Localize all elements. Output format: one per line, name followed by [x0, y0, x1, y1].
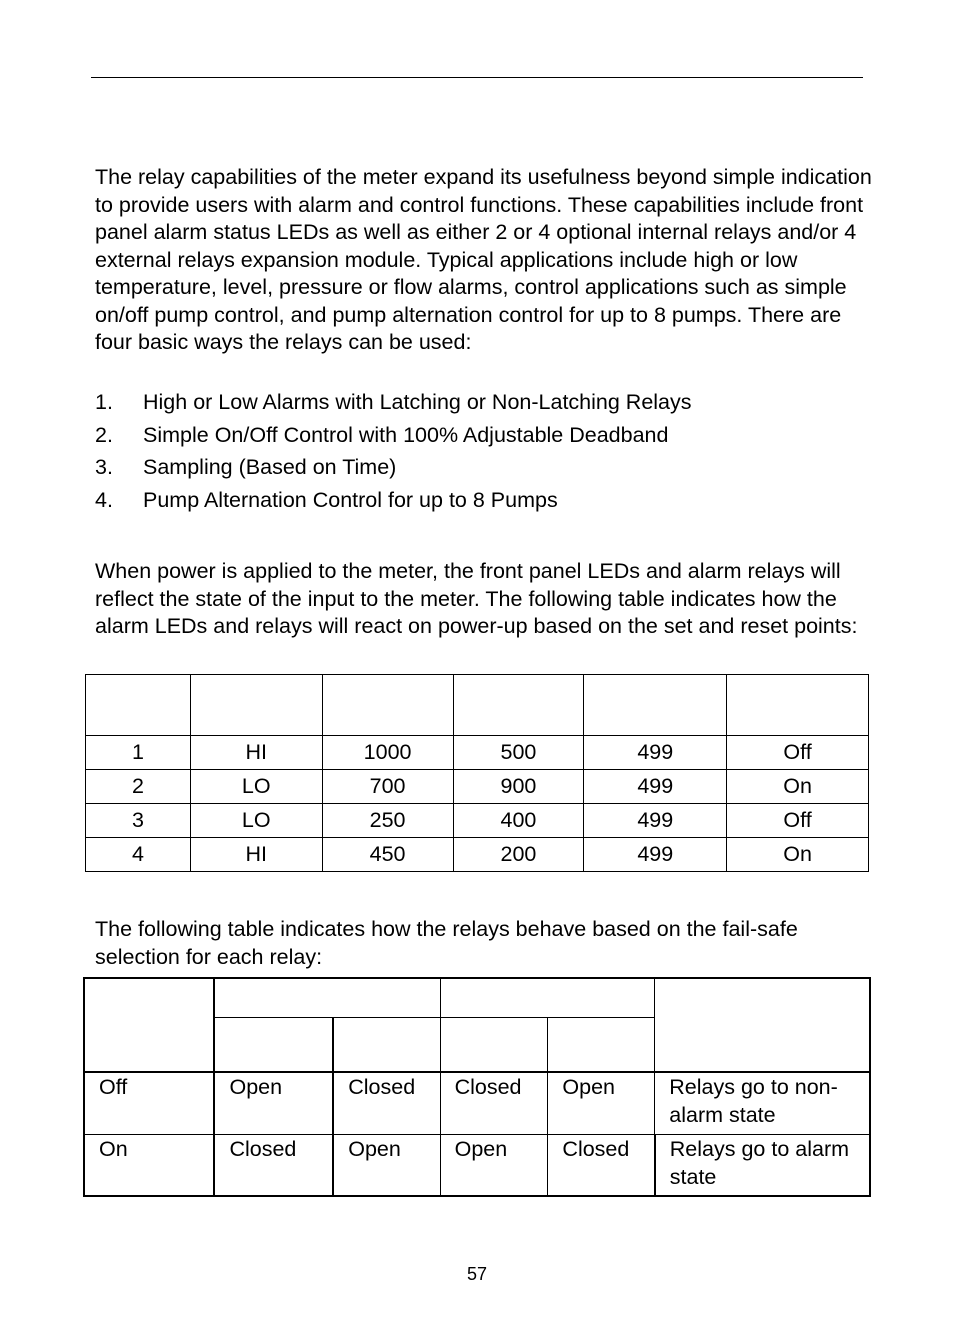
table-row — [84, 1135, 870, 1197]
table-cell: 500 — [453, 736, 584, 770]
table-cell — [333, 1135, 440, 1197]
table-header-cell — [727, 675, 869, 736]
table-header-cell — [214, 978, 440, 1018]
table-row — [86, 838, 869, 872]
table-cell: 450 — [322, 838, 453, 872]
table-cell: 1 — [86, 736, 191, 770]
list-item — [95, 422, 692, 455]
cell-text: Closed — [348, 1075, 416, 1099]
table-cell — [440, 1072, 548, 1135]
table-cell: 900 — [453, 770, 584, 804]
table-header-cell — [655, 978, 870, 1072]
list-number: 3. — [95, 455, 113, 480]
table-header-row — [84, 978, 870, 1018]
intro-paragraph: The relay capabilities of the meter expand its usefulness beyond simple indication to provide users with alarm and control functions. These capabilities include front panel alarm status LEDs as well as either 2 or 4 optional internal relays and/or 4 external relays expansion module. Typical applications include high or low temperature, level, pressure or flow alarms, control applications such as simple on/off pump control, and pump alternation control for up to 8 pumps. There are four basic ways the relays can be used: — [95, 165, 872, 354]
table-cell: 250 — [322, 804, 453, 838]
table-cell: 700 — [322, 770, 453, 804]
table-header-cell — [584, 675, 727, 736]
table-header-cell — [548, 1018, 655, 1073]
table-header-cell — [86, 675, 191, 736]
list-number: 1. — [95, 390, 113, 414]
powerup-paragraph: When power is applied to the meter, the front panel LEDs and alarm relays will reflect the state of the input to the meter. The following table indicates how the alarm LEDs and relays will react on power-up based on the set and reset points: — [95, 559, 858, 638]
cell-text: Relays go to non-alarm state — [669, 1075, 838, 1127]
list-item — [95, 487, 692, 520]
cell-text: Relays go to alarm state — [669, 1137, 850, 1189]
cell-text: Open — [454, 1137, 508, 1161]
table-cell: 499 — [584, 838, 727, 872]
table-header-cell — [322, 675, 453, 736]
table-cell: 499 — [584, 804, 727, 838]
table-cell: 3 — [86, 804, 191, 838]
relay-usage-list — [95, 389, 692, 520]
table-cell: 499 — [584, 736, 727, 770]
list-text: Pump Alternation Control for up to 8 Pumps — [143, 488, 558, 513]
table-cell: LO — [190, 770, 322, 804]
table-row — [86, 804, 869, 838]
cell-text: Closed — [454, 1075, 522, 1099]
failsafe-paragraph: The following table indicates how the relays behave based on the fail-safe selection for each relay: — [95, 917, 798, 969]
cell-text: On — [99, 1137, 128, 1161]
table-cell: Off — [727, 804, 869, 838]
table-header-cell — [453, 675, 584, 736]
list-item — [95, 389, 692, 422]
table-cell — [655, 1135, 870, 1197]
cell-text: Open — [562, 1075, 616, 1099]
list-text: High or Low Alarms with Latching or Non-Latching Relays — [143, 390, 692, 414]
table-cell — [548, 1072, 655, 1135]
table-cell: 1000 — [322, 736, 453, 770]
list-text: Simple On/Off Control with 100% Adjustable Deadband — [143, 422, 669, 447]
table-header-cell — [333, 1018, 440, 1073]
table-header-cell — [84, 978, 214, 1072]
failsafe-table — [83, 977, 871, 1197]
header-rule — [91, 77, 863, 78]
table-cell — [214, 1072, 333, 1135]
page-number: 57 — [466, 1264, 488, 1284]
list-number: 2. — [95, 422, 113, 447]
table-cell: 499 — [584, 770, 727, 804]
table-header-cell — [214, 1018, 333, 1073]
table-header-cell — [440, 978, 655, 1018]
table-cell — [548, 1135, 655, 1197]
table-row — [86, 736, 869, 770]
table-cell — [440, 1135, 548, 1197]
list-item — [95, 454, 692, 487]
table-cell: Off — [727, 736, 869, 770]
table-header-cell — [190, 675, 322, 736]
table-cell — [84, 1135, 214, 1197]
list-number: 4. — [95, 488, 113, 513]
table-header-row — [86, 675, 869, 736]
table-cell: HI — [190, 736, 322, 770]
table-row — [86, 770, 869, 804]
cell-text: Off — [99, 1075, 128, 1099]
table-cell: 400 — [453, 804, 584, 838]
table-header-cell — [440, 1018, 548, 1073]
table-cell: On — [727, 838, 869, 872]
table-cell — [214, 1135, 333, 1197]
table-cell: LO — [190, 804, 322, 838]
table-cell: 4 — [86, 838, 191, 872]
table-cell — [84, 1072, 214, 1135]
table-cell: HI — [190, 838, 322, 872]
list-text: Sampling (Based on Time) — [143, 455, 397, 480]
cell-text: Open — [229, 1075, 283, 1099]
table-cell: On — [727, 770, 869, 804]
cell-text: Closed — [229, 1137, 297, 1161]
table-cell — [655, 1072, 870, 1135]
table-row — [84, 1072, 870, 1135]
table-cell: 2 — [86, 770, 191, 804]
table-cell — [333, 1072, 440, 1135]
powerup-table — [85, 674, 869, 872]
cell-text: Closed — [562, 1137, 630, 1161]
cell-text: Open — [348, 1137, 401, 1161]
table-cell: 200 — [453, 838, 584, 872]
